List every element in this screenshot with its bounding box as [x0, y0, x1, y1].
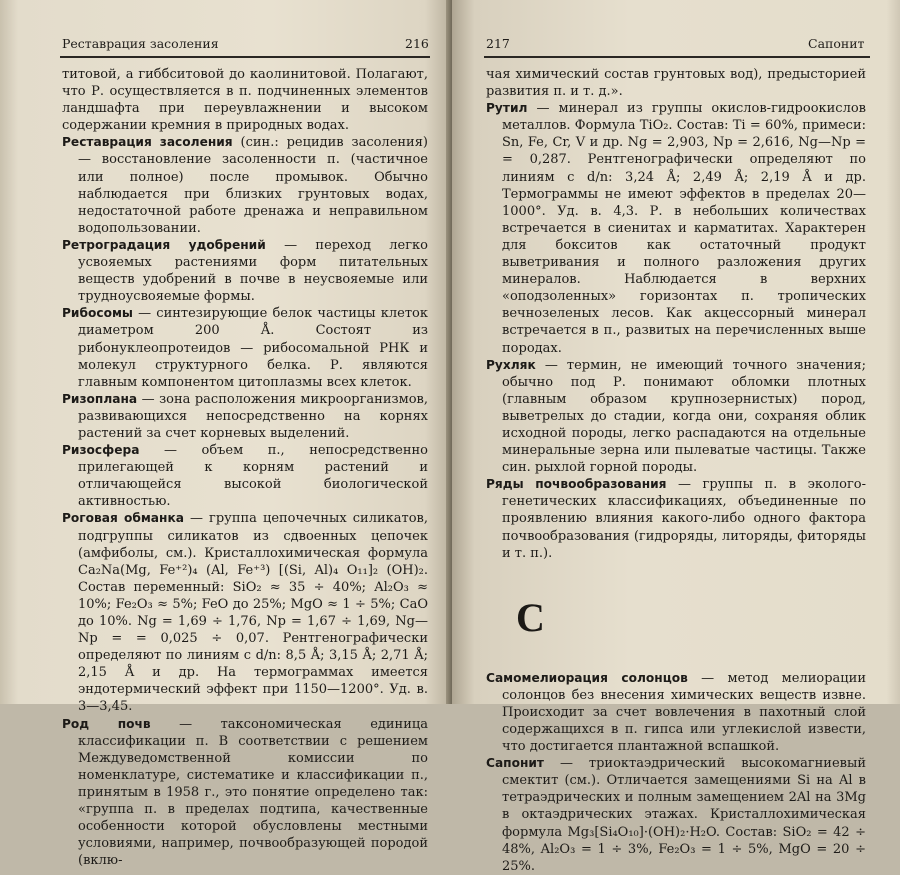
continuation-paragraph — [486, 66, 866, 100]
entry-text: — синтезирующие белок частицы клеток диаметром 200 Å. Состоят из рибонуклеопротеидов — рибосомальной РНК и молекул структурного белка. Р. являются главным компонентом цитоплазмы всех клеток. — [78, 306, 428, 390]
dictionary-entry — [62, 391, 428, 442]
entry-term: Ризосфера — [62, 443, 140, 458]
left-page-number: 216 — [405, 36, 429, 51]
entry-text: чая химический состав грунтовых вод), предысторией развития п. и т. д.». — [486, 67, 866, 100]
entry-text: — триоктаэдрический высокомагниевый смектит (см.). Отличается замещениями Si на Al в тетраэдрических и полным замещением 2Al на 3Mg в октаэдрических этажах. Кристаллохимическая формула Mg₃[Si₄O₁₀]·(OH)₂·H₂O. Состав: SiO₂ = 42 ÷ 48%, Al₂O₃ = 1 ÷ 3%, Fe₂O₃ = 1 ÷ 5%, MgO = 20 ÷ 25%. — [502, 756, 866, 874]
continuation-paragraph — [62, 66, 428, 134]
entry-term: Ретроградация удобрений — [62, 237, 266, 252]
entry-text: — минерал из группы окислов-гидроокислов металлов. Формула TiO₂. Состав: Ti = 60%, примеси: Sn, Fe, Cr, V и др. Ng = 2,903, Np = 2,616, Ng—Np = = 0,287. Рентгенографически определяют по линиям с d/n: 3,24 Å; 2,49 Å; 2,19 Å и др. Термограммы не имеют эффектов в пределах 20—1000°. Уд. в. 4,3. Р. в небольших количествах встречается в сиенитах и карматитах. Характерен для бокситов как остаточный продукт выветривания и полного разложения других минералов. Наблюдается в верхних «оподзоленных» горизонтах п. тропических вечнозеленых лесов. Как акцессорный минерал встречается в п., развитых на перечисленных выше породах. — [502, 101, 866, 356]
right-page-text — [486, 66, 866, 875]
left-header-title: Реставрация засоления — [62, 36, 219, 51]
entry-term: Ряды почвообразования — [486, 477, 667, 492]
dictionary-entry — [486, 755, 866, 875]
right-page-number: 217 — [486, 36, 510, 51]
dictionary-entry — [62, 134, 428, 237]
entry-text: — зона расположения микроорганизмов, развивающихся непосредственно на корнях растений за счет корневых выделений. — [78, 391, 428, 441]
right-header-rule — [484, 56, 870, 58]
section-letter: С — [516, 594, 545, 640]
entry-text: — группа цепочечных силикатов, подгруппы силикатов из сдвоенных цепочек (амфиболы, см.). Кристаллохимическая формула Ca₂Na(Mg, Fe⁺²)₄ (Al, Fe⁺³) [(Si, Al)₄ O₁₁]₂ (OH)₂. Состав переменный: SiO₂ ≈ 35 ÷ 40%; Al₂O₃ ≈ 10%; Fe₂O₃ ≈ 5%; FeO до 25%; MgO ≈ 1 ÷ 5%; CaO до 10%. Ng = 1,69 ÷ 1,76, Np = 1,67 ÷ 1,69, Ng—Np = = 0,025 ÷ 0,07. Рентгенографически определяют по линиям с d/n: 8,5 Å; 3,15 Å; 2,71 Å; 2,15 Å и др. На термограммах имеется эндотермический эффект при 1150—1200°. Уд. в. 3—3,45. — [78, 511, 428, 715]
entry-text: — метод мелиорации солонцов без внесения химических веществ извне. Происходит за счет вовлечения в пахотный слой содержащихся в п. гипса или углекислой извести, что достигается плантажной вспашкой. — [502, 670, 866, 755]
dictionary-entry — [62, 442, 428, 510]
entry-term: Реставрация засоления — [62, 135, 233, 150]
dictionary-entry — [486, 670, 866, 755]
entry-term: Ризоплана — [62, 391, 138, 406]
entry-term: Рибосомы — [62, 306, 133, 321]
entry-text: — объем п., непосредственно прилегающей к корням растений и отличающейся высокой биологической активностью. — [78, 443, 428, 510]
left-header-rule — [60, 56, 430, 58]
entry-term: Роговая обманка — [62, 511, 184, 526]
entry-text: (син.: рецидив засоления) — восстановление засоленности п. (частичное или полное) после промывок. Обычно наблюдается при близких грунтовых водах, недостаточной работе дренажа и неправильном водопользовании. — [78, 135, 428, 236]
entry-term: Сапонит — [486, 756, 544, 771]
entry-text: — таксономическая единица классификации п. В соответствии с решением Междуведомственной комиссии по номенклатуре, систематике и классификации п., принятым в 1958 г., это понятие определено так: «группа п. в пределах подтипа, качественные особенности которой обусловлены местными условиями, например, почвообразующей породой (вклю- — [78, 716, 428, 869]
entry-term: Самомелиорация солонцов — [486, 670, 688, 685]
entry-term: Род почв — [62, 716, 151, 731]
entry-text: — группы п. в эколого-генетических классификациях, объединенные по проявлению влияния какого-либо одного фактора почвообразования (гидроряды, литоряды, фиторяды и т. п.). — [502, 477, 866, 561]
dictionary-entry — [62, 237, 428, 305]
entry-term: Рухляк — [486, 357, 536, 372]
left-page-text — [62, 66, 428, 869]
dictionary-entry — [62, 510, 428, 715]
entry-term: Рутил — [486, 101, 528, 116]
entry-text: — переход легко усвояемых растениями форм питательных веществ удобрений в почве в неусвояемые или трудноусвояемые формы. — [78, 237, 428, 305]
dictionary-entry — [486, 357, 866, 477]
entry-text: титовой, а гиббситовой до каолинитовой. Полагают, что Р. осуществляется в п. подчиненных элементов ландшафта при переувлажнении и высоком содержании кремния в природных водах. — [62, 67, 428, 134]
dictionary-entry — [486, 100, 866, 356]
entry-text: — термин, не имеющий точного значения; обычно под Р. понимают обломки плотных (главным образом крупнозернистых) пород, выветрелых до стадии, когда они, сохраняя облик исходной породы, легко распадаются на отдельные минеральные зерна или пылеватые частицы. Также син. рыхлой горной породы. — [502, 357, 866, 476]
right-header-title: Сапонит — [808, 36, 865, 51]
dictionary-entry — [62, 305, 428, 390]
left-page — [0, 0, 452, 869]
dictionary-entry — [62, 716, 428, 870]
right-page — [452, 0, 900, 874]
dictionary-entry — [486, 476, 866, 561]
